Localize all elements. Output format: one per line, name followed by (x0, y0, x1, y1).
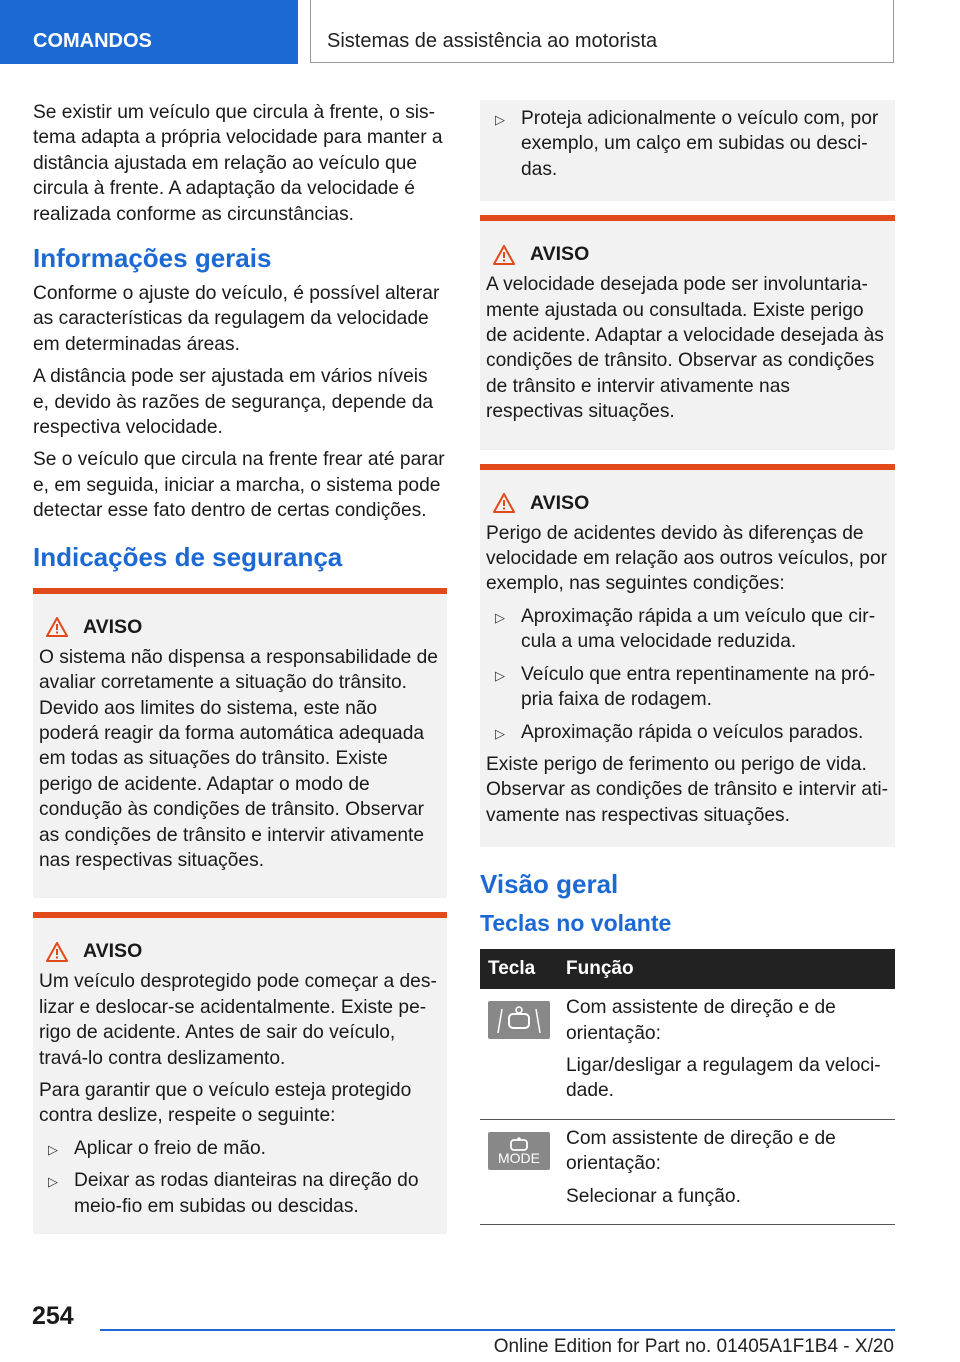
left-column (33, 100, 447, 1248)
column-header-function: Função (558, 949, 895, 989)
heading-overview: Visão geral (480, 869, 619, 900)
warning-text: Para garantir que o veículo esteja protegido contra deslize, respeite o seguinte: (39, 1079, 412, 1127)
mode-button-icon (488, 1132, 550, 1170)
footer-edition: Online Edition for Part no. 01405A1F1B4 - X/20 (493, 1336, 894, 1357)
list-item: ▷ Proteja adicionalmente o veículo com, por exemplo, um calço em subidas ou descidas. (486, 106, 889, 182)
warning-triangle-icon (492, 492, 516, 514)
chapter-header (310, 0, 894, 63)
general-paragraph-3: Se o veículo que circula na frente frear até parar e, em seguida, iniciar a marcha, o sistema pode detectar esse fato dentro de certas condições. (33, 449, 445, 522)
page-number: 254 (32, 1302, 74, 1330)
warning-title: AVISO (530, 491, 590, 514)
warning-box (480, 215, 895, 449)
warning-triangle-icon (45, 616, 69, 638)
warning-box (480, 464, 895, 847)
heading-steering-keys: Teclas no volante (480, 910, 672, 937)
table-row (480, 989, 895, 1119)
warning-title: AVISO (530, 243, 590, 266)
mode-key-label: MODE (498, 1149, 540, 1166)
list-item: ▷ Veículo que entra repentinamente na própria faixa de rodagem. (486, 662, 889, 713)
heading-general-info: Informações gerais (33, 243, 272, 274)
table-row (480, 1119, 895, 1224)
column-header-key: Tecla (480, 949, 558, 989)
function-text: Selecionar a função. (566, 1185, 741, 1207)
list-item: ▷ Aplicar o freio de mão. (39, 1136, 441, 1161)
function-text: Ligar/desligar a regulagem da velocidade. (566, 1054, 881, 1102)
function-text: Com assistente de direção e de orientação: (566, 1127, 836, 1175)
list-item: ▷ Aproximação rápida o veículos parados. (486, 720, 889, 745)
steering-assist-button-icon (488, 1001, 550, 1039)
table-header (480, 949, 895, 989)
right-column (480, 100, 895, 1225)
general-paragraph-1: Conforme o ajuste do veículo, é possível alterar as características da regulagem da velocidade em determinadas áreas. (33, 283, 440, 355)
warning-title: AVISO (83, 615, 143, 638)
warning-box (33, 588, 447, 899)
heading-safety: Indicações de segurança (33, 541, 343, 572)
intro-paragraph: Se existir um veículo que circula à frente, o sistema adapta a própria velocidade para manter a distância ajustada em relação ao veículo que circula à frente. A adaptação da velocidade é realizada conforme as circunstâncias. (33, 102, 443, 225)
warning-text: Um veículo desprotegido pode começar a deslizar e deslocar-se acidentalmente. Existe perigo de acidente. Antes de sair do veículo, travá-lo contra deslizamento. (39, 971, 437, 1069)
list-item: ▷ Deixar as rodas dianteiras na direção do meio-fio em subidas ou descidas. (39, 1168, 441, 1219)
warning-title: AVISO (83, 940, 143, 963)
warning-box (33, 912, 447, 1234)
section-tab (0, 0, 298, 64)
warning-text: Existe perigo de ferimento ou perigo de vida. Observar as condições de trânsito e intervir ativamente nas respectivas situações. (486, 753, 889, 826)
continued-list (480, 100, 895, 201)
function-text: Com assistente de direção e de orientação: (566, 997, 836, 1044)
warning-triangle-icon (492, 244, 516, 266)
warning-text: O sistema não dispensa a responsabilidade de avaliar corretamente a situação do trânsito. Devido aos limites do sistema, este não poderá reagir da forma automática adequada em todas as situações do trânsito. Existe perigo de acidente. Adaptar o modo de condução às condições de trânsito. Observar as condições de trânsito e intervir ativamente nas respectivas situações. (39, 646, 438, 871)
general-paragraph-2: A distância pode ser ajustada em vários níveis e, devido às razões de segurança, depende da respectiva velocidade. (33, 366, 434, 439)
section-label: COMANDOS (33, 30, 152, 52)
keys-table (480, 949, 895, 1225)
chapter-title: Sistemas de assistência ao motorista (327, 30, 658, 52)
warning-text: A velocidade desejada pode ser involuntariamente ajustada ou consultada. Existe perigo de acidente. Adaptar a velocidade desejada às condições de trânsito. Observar as condições de trânsito e intervir ativamente nas respectivas situações. (486, 274, 884, 423)
footer-rule (100, 1329, 895, 1331)
list-item: ▷ Aproximação rápida a um veículo que circula a uma velocidade reduzida. (486, 604, 889, 655)
warning-triangle-icon (45, 941, 69, 963)
warning-text: Perigo de acidentes devido às diferenças de velocidade em relação aos outros veículos, por exemplo, nas seguintes condições: (486, 522, 888, 595)
